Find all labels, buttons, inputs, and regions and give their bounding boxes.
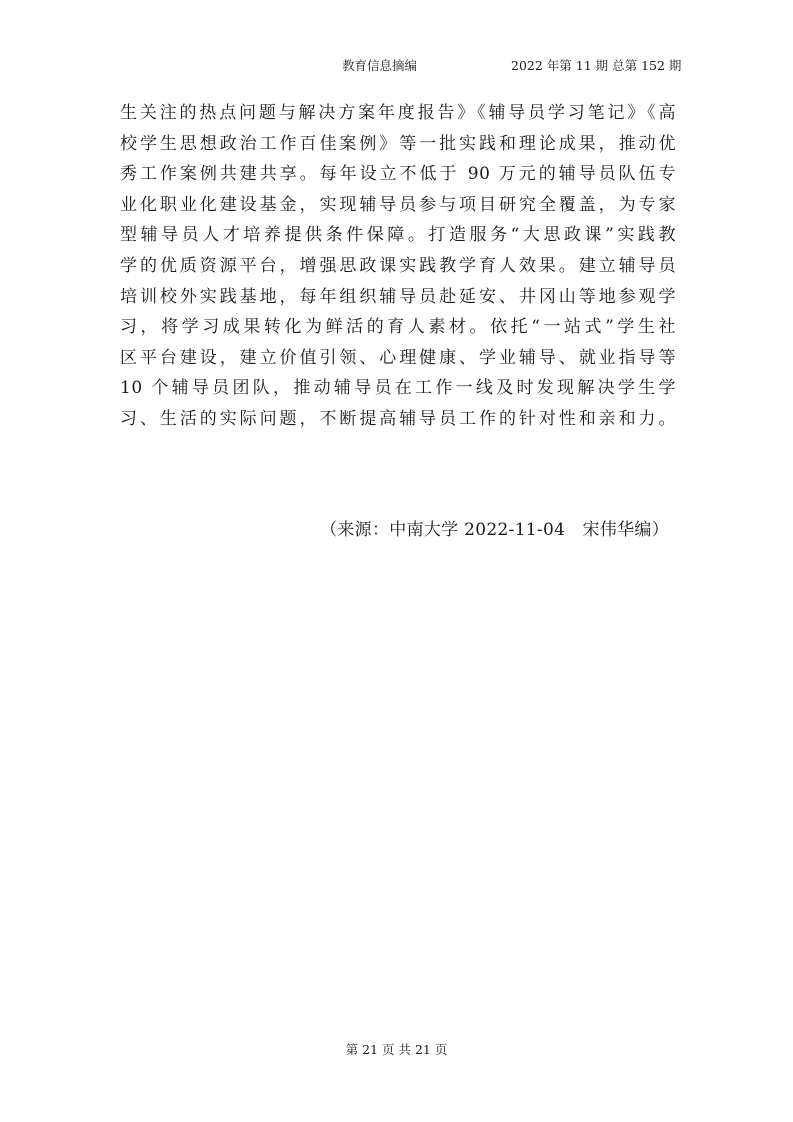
text-line: 型辅导员人才培养提供条件保障。打造服务“大思政课”实践教 xyxy=(120,225,676,246)
body-text xyxy=(120,98,676,435)
page-number: 第 21 页 共 21 页 xyxy=(345,1042,448,1057)
text-line: 生关注的热点问题与解决方案年度报告》《辅导员学习笔记》《高 xyxy=(120,103,676,123)
text-line: 秀工作案例共建共享。每年设立不低于 90 万元的辅导员队伍专 xyxy=(120,164,676,185)
text-line: 校学生思想政治工作百佳案例》等一批实践和理论成果，推动优 xyxy=(120,133,676,154)
issue-number: 2022 年第 11 期 总第 152 期 xyxy=(511,58,682,73)
text-line: 学的优质资源平台，增强思政课实践教学育人效果。建立辅导员 xyxy=(120,255,676,276)
text-line: 培训校外实践基地，每年组织辅导员赴延安、井冈山等地参观学 xyxy=(120,286,676,307)
source-attribution: （来源：中南大学 2022-11-04 宋伟华编） xyxy=(320,520,669,540)
text-line: 区平台建设，建立价值引领、心理健康、学业辅导、就业指导等 xyxy=(120,347,676,368)
text-line: 业化职业化建设基金，实现辅导员参与项目研究全覆盖，为专家 xyxy=(120,194,676,215)
journal-title: 教育信息摘编 xyxy=(342,58,418,73)
text-line: 习，将学习成果转化为鲜活的育人素材。依托“一站式”学生社 xyxy=(120,317,676,338)
text-line: 习、生活的实际问题，不断提高辅导员工作的针对性和亲和力。 xyxy=(120,408,676,429)
page-header xyxy=(0,56,793,76)
text-line: 10 个辅导员团队，推动辅导员在工作一线及时发现解决学生学 xyxy=(120,378,676,399)
